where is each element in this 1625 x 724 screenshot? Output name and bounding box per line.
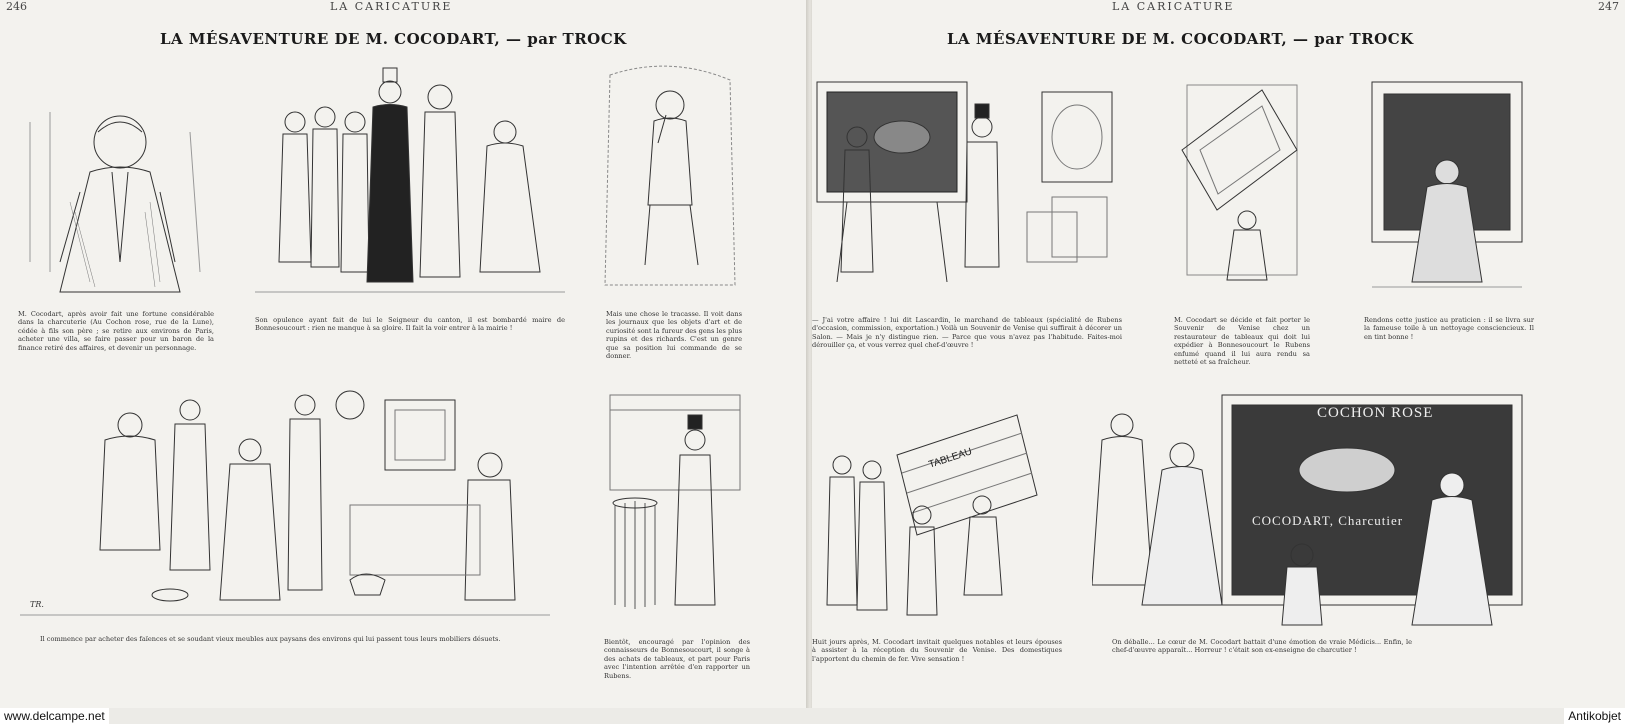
left-caption-5: Bientôt, encouragé par l'opinion des connaisseurs de Bonnesoucourt, il songe à des achats de tableaux, et part pour Paris avec l'intention arrêtée d'en rapporter un Rubens. — [604, 638, 750, 680]
artist-signature: TR. — [30, 600, 44, 609]
panel-crowd-mayor — [255, 62, 565, 307]
watermark-delcampe: www.delcampe.net — [0, 708, 109, 724]
sign-text-bottom: COCODART, Charcutier — [1252, 513, 1404, 528]
sign-text-top: COCHON ROSE — [1317, 405, 1434, 421]
right-caption-3: Rendons cette justice au praticien : il se livra sur la fameuse toile à un nettoyage consciencieux. Il en tint bonne ! — [1364, 316, 1534, 341]
panel-unveiling-sign — [1092, 385, 1537, 635]
panel-frame-restorer — [1172, 70, 1312, 310]
left-page-title: LA MÉSAVENTURE DE M. COCODART, — par TROCK — [160, 30, 627, 48]
panel-cleaning-canvas — [1362, 62, 1532, 307]
right-caption-1: — J'ai votre affaire ! lui dit Lascardin, le marchand de tableaux (spécialité de Rubens d'occasion, commission, exportation.) Voilà un Souvenir de Venise qui suffirait à décorer un Salon. — Mais je n'y distingue rien. — Parce que vous n'avez pas l'habitude. Faites-moi dérouiller ça, et vous verrez quel chef-d'œuvre ! — [812, 316, 1122, 350]
panel-crate-arrival — [812, 405, 1052, 635]
watermark-antikobjet: Antikobjet — [1564, 708, 1625, 724]
left-page — [0, 0, 808, 708]
right-caption-5: On déballe... Le cœur de M. Cocodart battait d'une émotion de vraie Médicis... Enfin, le chef-d'œuvre apparaît... Horreur ! c'était son ex-enseigne de charcutier ! — [1112, 638, 1412, 655]
left-running-head: LA CARICATURE — [330, 0, 453, 13]
right-page — [812, 0, 1625, 708]
right-running-head: LA CARICATURE — [1112, 0, 1235, 13]
right-page-number: 247 — [1598, 0, 1619, 13]
left-page-number: 246 — [6, 0, 27, 13]
panel-ticket-window — [600, 385, 750, 635]
right-caption-2: M. Cocodart se décide et fait porter le Souvenir de Venise chez un restaurateur de tableaux qui doit lui expédier à Bonnesoucourt le Rubens enfumé quand il lui aura rendu sa netteté et sa fraîcheur. — [1174, 316, 1310, 367]
panel-thinking-man — [600, 55, 740, 305]
left-caption-4: Il commence par acheter des faïences et se soudant vieux meubles aux paysans des environs qui lui passent tous leurs mobiliers désuets. — [40, 635, 501, 643]
right-caption-4: Huit jours après, M. Cocodart invitait quelques notables et leurs épouses à assister à la réception du Souvenir de Venise. Des domestiques l'apportent du chemin de fer. Vive sensation ! — [812, 638, 1062, 663]
panel-cocodart-portrait — [20, 62, 210, 307]
panel-art-dealer — [812, 62, 1117, 307]
panel-antique-shop — [20, 380, 550, 630]
left-caption-1: M. Cocodart, après avoir fait une fortune considérable dans la charcuterie (Au Cochon rose, rue de la Lune), cédée à fils son père ; se retire aux environs de Paris, acheter une villa, se faire passer pour un baron de la finance retiré des affaires, et devenir un personnage. — [18, 310, 214, 352]
left-caption-2: Son opulence ayant fait de lui le Seigneur du canton, il est bombardé maire de Bonnesoucourt : rien ne manque à sa gloire. Il fait la voir entrer à la mairie ! — [255, 316, 565, 333]
right-page-title: LA MÉSAVENTURE DE M. COCODART, — par TROCK — [947, 30, 1414, 48]
left-caption-3: Mais une chose le tracasse. Il voit dans les journaux que les objets d'art et de curiosité sont la fureur des gens les plus rupins et des richards. C'est un genre que sa position lui commande de se donner. — [606, 310, 742, 361]
crate-label: TABLEAU — [927, 446, 974, 471]
